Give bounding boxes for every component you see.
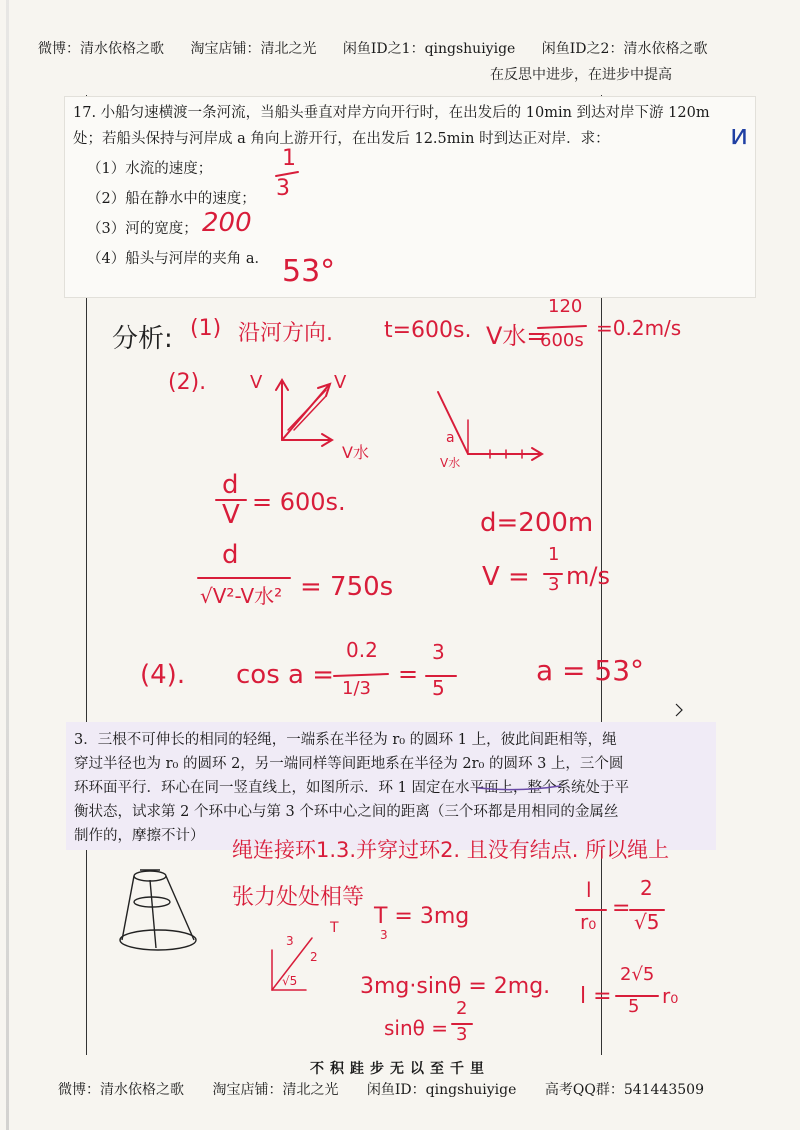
q3-l-lhs: l = (580, 984, 612, 1009)
eq2-rhs: = 750s (300, 572, 394, 602)
analysis-1-result: =0.2m/s (596, 316, 682, 340)
q3-l-den: 5 (628, 996, 640, 1017)
eq1-den: V (222, 500, 240, 530)
result-v-unit: m/s (566, 562, 610, 590)
header-weibo: 微博：清水依格之歌 (38, 41, 164, 57)
diagram2-v-water: V水 (440, 456, 461, 470)
q17-item1: （1）水流的速度； (87, 161, 213, 177)
q3-fig-hypotenuse (272, 938, 312, 990)
q3-fig-sqrt5: √5 (282, 974, 298, 988)
q3-r-den: r₀ (580, 910, 597, 934)
diagram2-angle-label: a (446, 430, 455, 446)
footer-qq: 高考QQ群：541443509 (544, 1082, 704, 1098)
ring-1 (134, 871, 166, 881)
analysis-4-cos: cos a = (236, 660, 334, 690)
q17-item3: （3）河的宽度； (87, 221, 198, 237)
result-v-den: 3 (548, 574, 560, 595)
analysis-1-num: (1) (190, 316, 222, 341)
analysis-1-v: V水= (486, 322, 547, 350)
q3-tension-eq: T = 3mg (374, 904, 470, 929)
footer-xianyu: 闲鱼ID：qingshuiyige (366, 1082, 517, 1098)
q17-line1: 17. 小船匀速横渡一条河流，当船头垂直对岸方向开行时，在出发后的 10min 到达对岸下游 120m (73, 105, 710, 121)
q3-tension-den: 3 (380, 928, 388, 942)
q3-r-rhs-num: 2 (640, 876, 653, 900)
header-xianyu1: 闲鱼ID之1：qingshuiyige (342, 41, 516, 57)
analysis-4-frac-bar (334, 674, 388, 676)
analysis-4-frac2-num: 3 (432, 640, 445, 664)
analysis-4-result: a = 53° (536, 654, 645, 687)
analysis-4-frac-num: 0.2 (346, 638, 378, 662)
diagram-v-right: V (334, 372, 347, 393)
result-v-lhs: V = (482, 562, 530, 592)
q17-width-answer: 200 (202, 208, 252, 238)
q17-frac-num: 1 (282, 146, 296, 171)
footer-taobao: 淘宝店铺：清北之光 (212, 1082, 339, 1098)
q3-l-num: 2√5 (620, 964, 655, 985)
q3-r-eq: = (612, 896, 631, 921)
q3-fig-T: T (330, 920, 339, 936)
analysis-1-frac-num: 120 (548, 296, 583, 317)
q3-fig-2: 2 (310, 950, 318, 964)
diagram-hatch-2 (294, 396, 326, 430)
q3-ring-figure (120, 870, 196, 950)
q3-line4: 衡状态，试求第 2 个环中心与第 3 个环中心之间的距离（三个环都是用相同的金属丝 (74, 804, 619, 820)
q3-fig-3: 3 (286, 934, 294, 948)
q3-sin-num: 2 (456, 998, 468, 1019)
q17-item2: （2）船在静水中的速度； (87, 191, 256, 207)
q3-r-rhs-den: √5 (634, 910, 660, 934)
q3-l-unit: r₀ (662, 984, 679, 1008)
header-taobao: 淘宝店铺：清北之光 (190, 41, 317, 57)
analysis-4-num: (4). (140, 660, 186, 690)
eq2-num: d (222, 540, 239, 570)
header-xianyu2: 闲鱼ID之2：清水依格之歌 (541, 41, 708, 57)
eq1-num: d (222, 470, 239, 500)
analysis-1-frac-bar (538, 326, 586, 328)
q17-frac-den: 3 (276, 176, 290, 201)
analysis-4-eq: = (398, 660, 419, 688)
q3-force-eq: 3mg·sinθ = 2mg. (360, 974, 551, 999)
result-v-num: 1 (548, 544, 560, 565)
analysis-title: 分析: (112, 324, 173, 354)
diagram-hatch-1 (288, 390, 326, 430)
analysis-2-num: (2). (168, 370, 207, 395)
analysis-1-text: 沿河方向. (238, 321, 333, 346)
analysis-4-frac2-den: 5 (432, 676, 445, 700)
page-footer (58, 1079, 728, 1099)
diagram2-boat-vector (438, 392, 468, 454)
q3-line1: 3．三根不可伸长的相同的轻绳，一端系在半径为 r₀ 的圆环 1 上，彼此间距相等，绳 (74, 732, 617, 748)
q3-line2: 穿过半径也为 r₀ 的圆环 2，另一端同样等间距地系在半径为 2r₀ 的圆环 3 上，三个圆 (74, 756, 624, 772)
analysis-1-frac-den: 600s (540, 330, 584, 351)
header-motto: 在反思中进步，在进步中提高 (490, 67, 672, 83)
rope-left (122, 876, 134, 940)
q17-item4: （4）船头与河岸的夹角 a． (87, 251, 269, 267)
diagram-v-left: V (250, 372, 263, 393)
q17-frac-bar (276, 172, 298, 176)
q3-sin-den: 3 (456, 1024, 468, 1045)
q3-line5: 制作的，摩擦不计） (74, 828, 205, 844)
q3-sol-line1: 绳连接环1.3.并穿过环2. 且没有结点. 所以绳上 (232, 838, 670, 862)
q3-sol-line2: 张力处处相等 (232, 885, 365, 910)
rope-center (150, 880, 156, 948)
q3-line3: 环环面平行．环心在同一竖直线上，如图所示．环 1 固定在水平面上，整个系统处于平 (74, 780, 629, 796)
q3-r-num: l (586, 878, 592, 902)
q3-sin-lhs: sinθ = (384, 1016, 449, 1040)
check-mark: ᴎ (730, 118, 749, 151)
eq2-den: √V²-V水² (200, 584, 283, 608)
q3-underline (478, 786, 560, 790)
analysis-4-frac-den: 1/3 (342, 678, 371, 699)
analysis-1-t: t=600s. (384, 318, 472, 343)
footer-motto: 不积跬步无以至千里 (310, 1061, 490, 1077)
q17-line2: 处；若船头保持与河岸成 a 角向上游开行，在出发后 12.5min 时到达正对岸．求： (73, 131, 610, 147)
page-corner-mark (676, 704, 682, 716)
eq1-rhs: = 600s. (252, 488, 346, 516)
footer-weibo: 微博：清水依格之歌 (58, 1082, 184, 1098)
diagram-v-water: V水 (342, 443, 369, 462)
q17-angle-answer: 53° (282, 254, 336, 289)
result-d: d=200m (480, 508, 594, 538)
ring-3 (120, 930, 196, 950)
